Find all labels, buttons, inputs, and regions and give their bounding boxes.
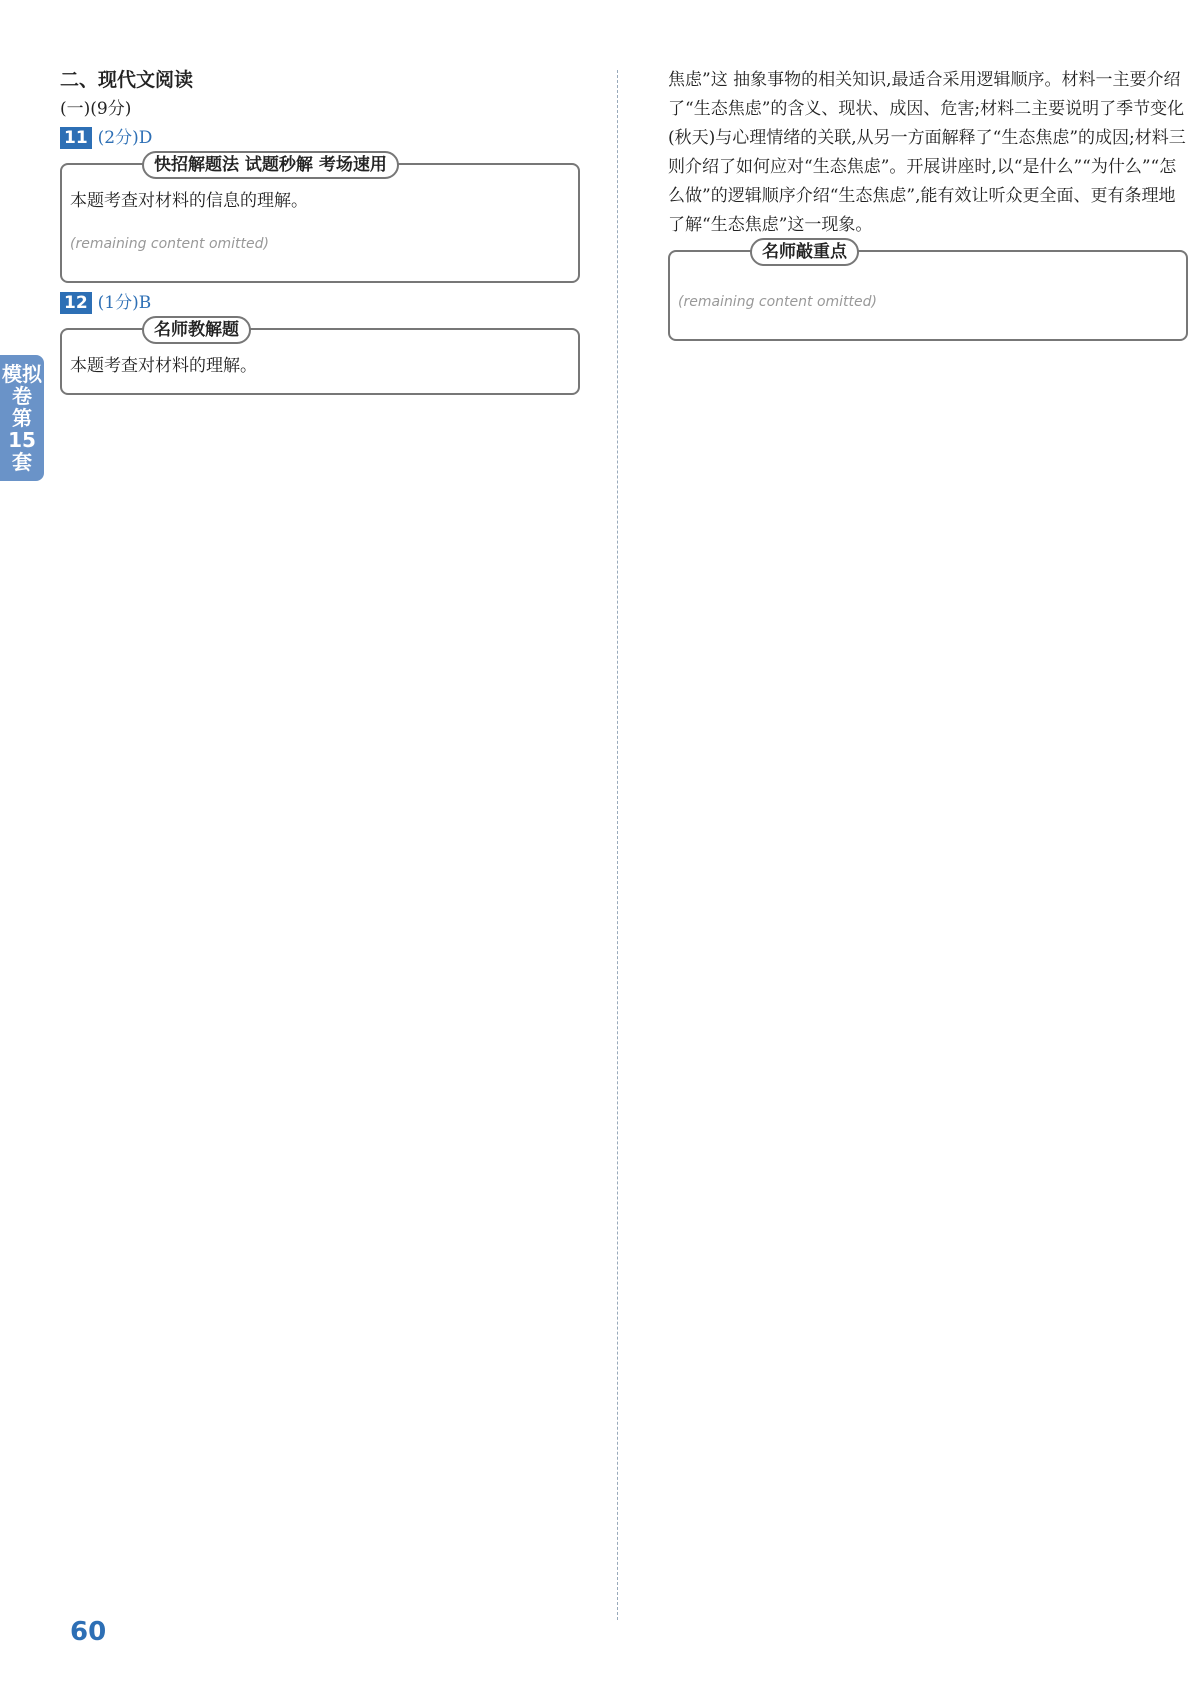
- q11-answer: (2分)D: [97, 128, 153, 148]
- q11-intro: 本题考查对材料的信息的理解。: [70, 191, 308, 211]
- q12-number: 12: [60, 292, 92, 314]
- method-tag: 快招解题法 试题秒解 考场速用: [142, 151, 399, 179]
- column-divider: [617, 70, 618, 1620]
- left-column: [60, 66, 580, 401]
- part-1-label: (一)(9分): [60, 99, 132, 119]
- section-title: 二、现代文阅读: [60, 69, 194, 91]
- q11-method-box: [60, 155, 580, 283]
- right-top-paragraph: 焦虑”这 抽象事物的相关知识,最适合采用逻辑顺序。材料一主要介绍了“生态焦虑”的含义、现状、成因、危害;材料二主要说明了季节变化(秋天)与心理情绪的关联,从另一方面解释了“生态焦虑”的成因;材料三则介绍了如何应对“生态焦虑”。开展讲座时,以“是什么”“为什么”“怎么做”的逻辑顺序介绍“生态焦虑”,能有效让听众更全面、更有条理地了解“生态焦虑”这一现象。: [668, 70, 1186, 235]
- omit-note-2: (remaining content omitted): [678, 294, 877, 310]
- page-number: 60: [70, 1617, 107, 1647]
- q11-line: [60, 124, 580, 153]
- right-column: [668, 66, 1188, 347]
- side-tab: 模拟卷 第15套: [0, 355, 44, 481]
- emphasis-tag: 名师敲重点: [750, 238, 859, 266]
- q12-line: [60, 289, 580, 318]
- q11-number: 11: [60, 127, 92, 149]
- q12-answer: (1分)B: [97, 293, 152, 313]
- q12-intro: 本题考查对材料的理解。: [70, 356, 257, 376]
- teacher-tag: 名师教解题: [142, 316, 251, 344]
- emphasis-box: [668, 242, 1188, 341]
- omit-note-1: (remaining content omitted): [70, 236, 269, 252]
- q12-teacher-box: [60, 320, 580, 395]
